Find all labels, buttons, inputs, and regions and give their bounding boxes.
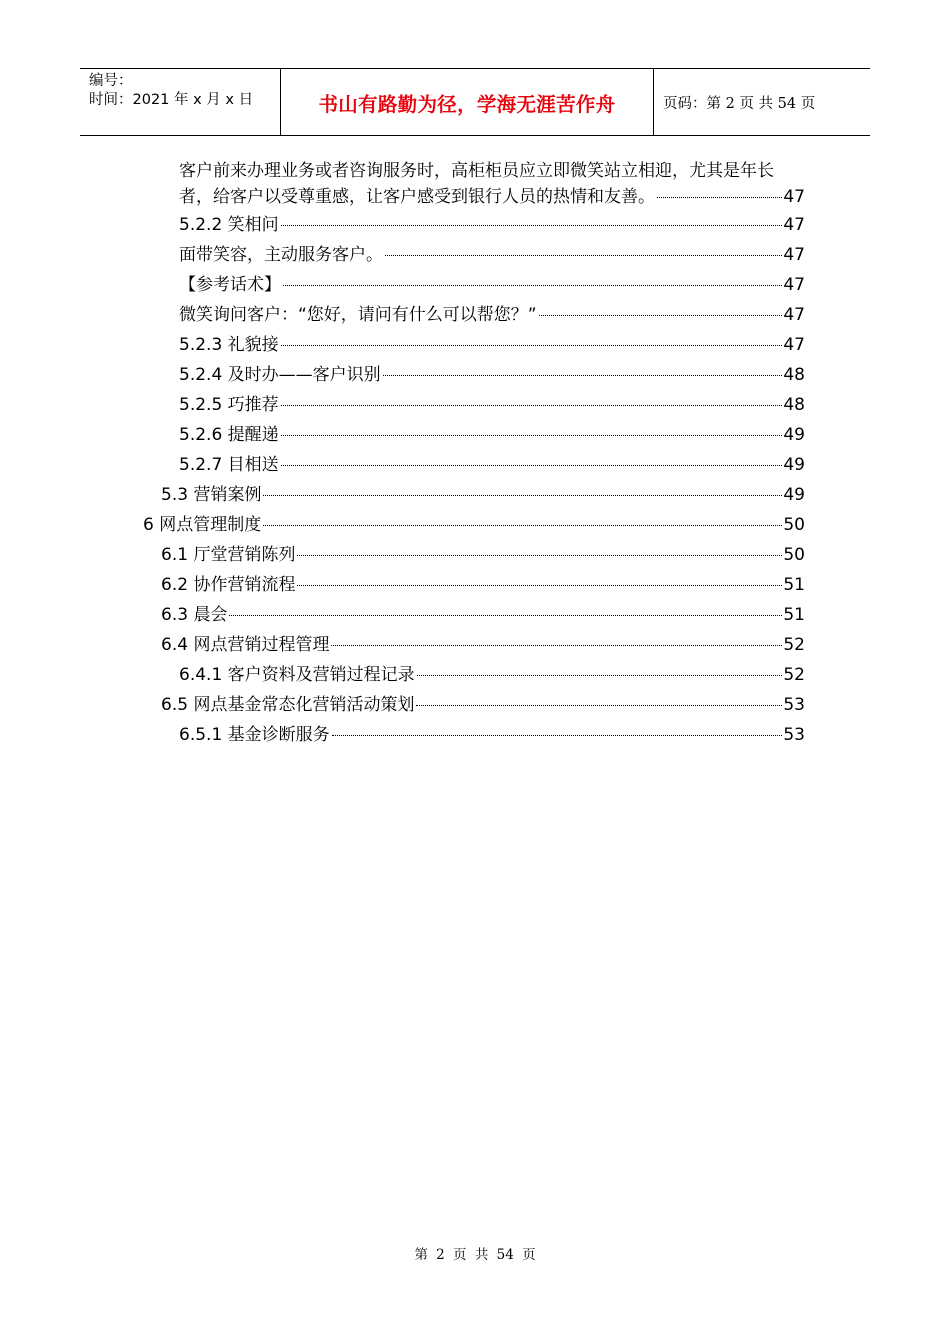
toc-entry[interactable]: [161, 694, 805, 716]
toc-continued-text: 客户前来办理业务或者咨询服务时，高柜柜员应立即微笑站立相迎，尤其是年长: [179, 161, 774, 181]
toc-dot-leader: [417, 675, 783, 676]
toc-entry-page: 48: [783, 365, 805, 385]
toc-dot-leader: [263, 495, 782, 496]
toc-entry-title: 6.4.1 客户资料及营销过程记录: [179, 665, 415, 685]
toc-entry-page: 47: [783, 187, 805, 207]
toc-entry-title: 5.2.4 及时办——客户识别: [179, 365, 381, 385]
toc-entry-title: 者，给客户以受尊重感，让客户感受到银行人员的热情和友善。: [179, 187, 655, 207]
toc-dot-leader: [281, 345, 783, 346]
toc-entry-title: 6.3 晨会: [161, 605, 228, 625]
toc-entry[interactable]: [143, 514, 805, 536]
toc-dot-leader: [383, 375, 783, 376]
toc-entry-title: 6 网点管理制度: [143, 515, 262, 535]
header-motto: 书山有路勤为径，学海无涯苦作舟: [318, 93, 616, 116]
toc-entry[interactable]: [179, 334, 805, 356]
toc-entry[interactable]: [179, 214, 805, 236]
toc-entry-title: 5.2.7 目相送: [179, 455, 279, 475]
toc-dot-leader: [332, 735, 783, 736]
toc-entry[interactable]: [179, 274, 805, 296]
toc-dot-leader: [283, 285, 782, 286]
toc-entry-page: 47: [783, 215, 805, 235]
toc-entry-title: 6.4 网点营销过程管理: [161, 635, 330, 655]
toc-entry-page: 49: [783, 485, 805, 505]
toc-dot-leader: [281, 465, 783, 466]
toc-entry-page: 50: [783, 515, 805, 535]
toc-dot-leader: [281, 435, 783, 436]
toc-dot-leader: [263, 525, 782, 526]
toc-entry[interactable]: [179, 244, 805, 266]
header-motto-cell: [281, 69, 654, 135]
toc-entry-page: 47: [783, 245, 805, 265]
toc-entry-page: 52: [783, 635, 805, 655]
toc-entry-title: 面带笑容，主动服务客户。: [179, 245, 383, 265]
toc-dot-leader: [281, 225, 783, 226]
toc-entry-title: 6.5.1 基金诊断服务: [179, 725, 330, 745]
toc-entry-page: 51: [783, 575, 805, 595]
toc-entry-title: 6.5 网点基金常态化营销活动策划: [161, 695, 415, 715]
header-page-code: 页码：第 2 页 共 54 页: [663, 96, 816, 112]
toc-dot-leader: [297, 555, 782, 556]
toc-dot-leader: [385, 255, 782, 256]
toc-entry-title: 5.2.6 提醒递: [179, 425, 279, 445]
page-header: [80, 68, 870, 136]
toc-dot-leader: [657, 197, 782, 198]
toc-entry[interactable]: [161, 544, 805, 566]
toc-entry[interactable]: [179, 454, 805, 476]
toc-dot-leader: [416, 705, 782, 706]
toc-entry-title: 5.2.5 巧推荐: [179, 395, 279, 415]
toc-entry-title: 5.2.3 礼貌接: [179, 335, 279, 355]
toc-entry-page: 51: [783, 605, 805, 625]
toc-entry[interactable]: [179, 724, 805, 746]
toc-entry-title: 6.1 厅堂营销陈列: [161, 545, 296, 565]
page-footer: 第 2 页 共 54 页: [414, 1247, 536, 1263]
toc-entry-title: 微笑询问客户：“您好，请问有什么可以帮您？”: [179, 305, 537, 325]
document-number-label: 编号：: [89, 73, 133, 89]
toc-entry-title: 6.2 协作营销流程: [161, 575, 296, 595]
toc-entry[interactable]: [179, 186, 805, 208]
toc-dot-leader: [281, 405, 783, 406]
document-date-label: 时间：2021 年 x 月 x 日: [89, 92, 254, 108]
toc-entry[interactable]: [161, 484, 805, 506]
toc-entry-title: 【参考话术】: [179, 275, 281, 295]
toc-entry-page: 52: [783, 665, 805, 685]
toc-entry-page: 47: [783, 275, 805, 295]
toc-entry-page: 53: [783, 695, 805, 715]
toc-entry-page: 48: [783, 395, 805, 415]
toc-entry-title: 5.3 营销案例: [161, 485, 262, 505]
header-info-cell: [80, 69, 281, 135]
toc-entry-title: 5.2.2 笑相问: [179, 215, 279, 235]
toc-entry-page: 50: [783, 545, 805, 565]
toc-entry-page: 47: [783, 335, 805, 355]
toc-dot-leader: [229, 615, 782, 616]
toc-entry[interactable]: [179, 424, 805, 446]
toc-entry-page: 49: [783, 455, 805, 475]
toc-entry[interactable]: [179, 664, 805, 686]
toc-entry[interactable]: [161, 604, 805, 626]
toc-entry[interactable]: [179, 304, 805, 326]
toc-entry-page: 47: [783, 305, 805, 325]
toc-dot-leader: [539, 315, 783, 316]
toc-dot-leader: [297, 585, 782, 586]
toc-entry[interactable]: [179, 364, 805, 386]
toc-entry[interactable]: [161, 634, 805, 656]
toc-entry-page: 49: [783, 425, 805, 445]
toc-dot-leader: [331, 645, 782, 646]
header-page-cell: [654, 69, 870, 135]
toc-entry[interactable]: [161, 574, 805, 596]
toc-entry[interactable]: [179, 394, 805, 416]
toc-entry-page: 53: [783, 725, 805, 745]
